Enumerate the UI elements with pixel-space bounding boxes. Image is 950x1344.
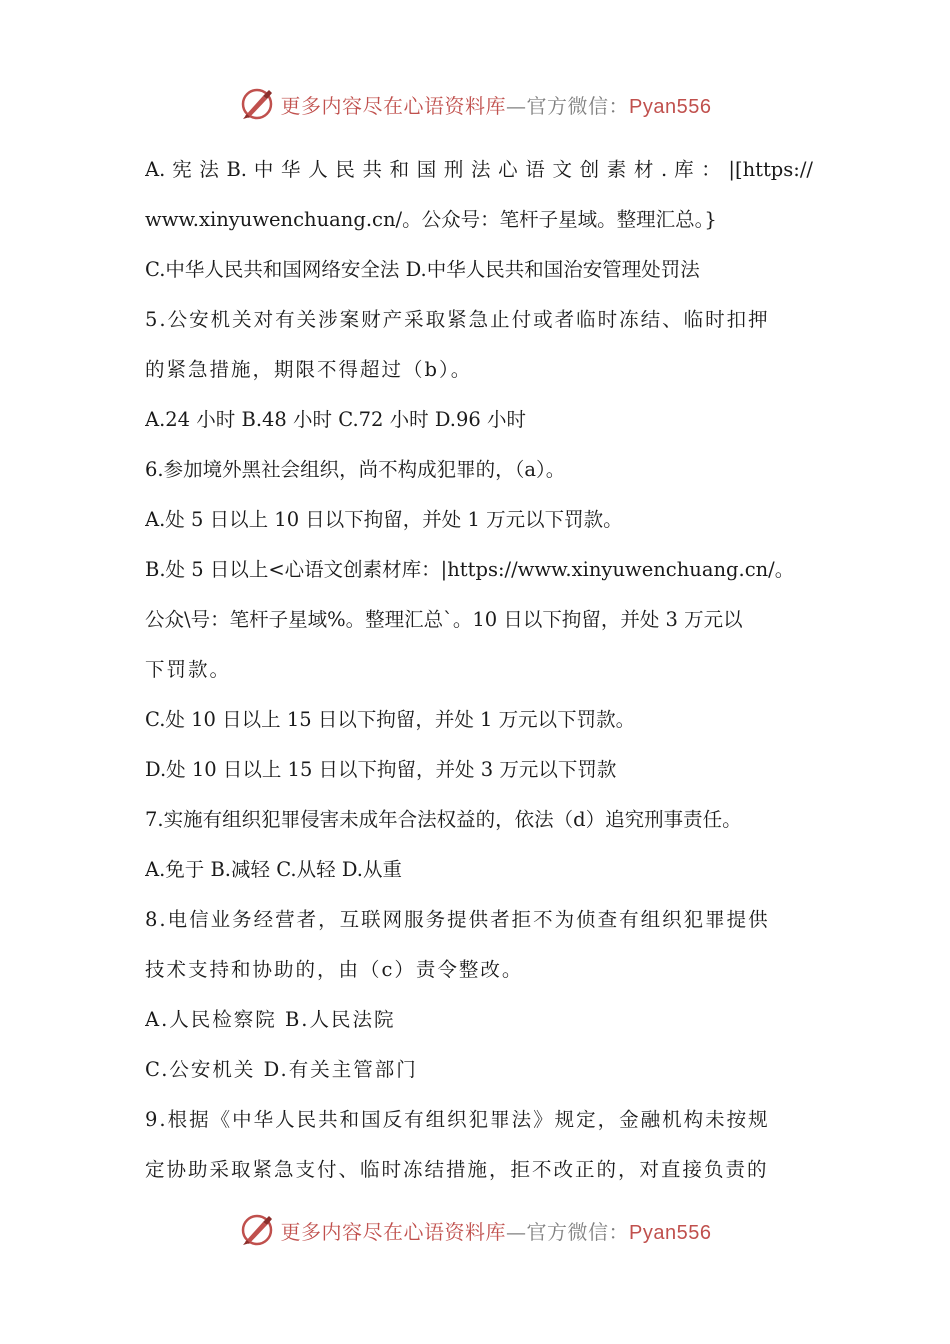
header-banner-prefix: 更多内容尽在心语资料库 [280,93,507,118]
pen-logo-icon [239,1212,275,1248]
text-line: 9.根据《中华人民共和国反有组织犯罪法》规定，金融机构未按规 [145,1108,770,1131]
header-banner [0,82,950,126]
text-line: 7.实施有组织犯罪侵害未成年合法权益的，依法（d）追究刑事责任。 [145,808,742,831]
text-line: 公众\号：笔杆子星域%。整理汇总`。10 日以下拘留，并处 3 万元以 [145,608,743,631]
text-line: C.公安机关 D.有关主管部门 [145,1058,418,1081]
header-banner-dash: — [506,93,527,118]
footer-banner-official: 官方微信： [526,1219,630,1244]
text-line: A. 宪 法 B. 中 华 人 民 共 和 国 刑 法 心 语 文 创 素 材 . 库 ： |[https:// [145,158,813,181]
text-line: 下罚款。 [145,658,232,681]
text-line: 定协助采取紧急支付、临时冻结措施，拒不改正的，对直接负责的 [145,1158,769,1181]
text-line: A.人民检察院 B.人民法院 [145,1008,396,1031]
text-line: C.中华人民共和国网络安全法 D.中华人民共和国治安管理处罚法 [145,258,700,281]
text-line: 的紧急措施，期限不得超过（b）。 [145,358,473,381]
text-line: 5.公安机关对有关涉案财产采取紧急止付或者临时冻结、临时扣押 [145,308,770,331]
text-line: 技术支持和协助的，由（c）责令整改。 [145,958,524,981]
header-banner-text [281,90,712,119]
text-line: B.处 5 日以上<心语文创素材库：|https://www.xinyuwenchuang.cn/。 [145,558,795,581]
footer-banner [0,1208,950,1252]
text-line: www.xinyuwenchuang.cn/。公众号：笔杆子星域。整理汇总。} [145,208,717,231]
text-line: A.免于 B.减轻 C.从轻 D.从重 [145,858,402,881]
footer-banner-dash: — [506,1219,527,1244]
pen-logo-icon [239,86,275,122]
text-line: C.处 10 日以上 15 日以下拘留，并处 1 万元以下罚款。 [145,708,636,731]
text-line: A.24 小时 B.48 小时 C.72 小时 D.96 小时 [145,408,527,431]
footer-banner-text [281,1216,712,1245]
document-body [145,145,813,1195]
text-line: 8.电信业务经营者，互联网服务提供者拒不为侦查有组织犯罪提供 [145,908,770,931]
text-line: A.处 5 日以上 10 日以下拘留，并处 1 万元以下罚款。 [145,508,623,531]
footer-banner-prefix: 更多内容尽在心语资料库 [280,1219,507,1244]
header-banner-official: 官方微信： [526,93,630,118]
text-line: 6.参加境外黑社会组织，尚不构成犯罪的，（a）。 [145,458,566,481]
footer-banner-wechat-id: Pyan556 [629,1221,712,1244]
header-banner-wechat-id: Pyan556 [629,95,712,118]
text-line: D.处 10 日以上 15 日以下拘留，并处 3 万元以下罚款 [145,758,617,781]
